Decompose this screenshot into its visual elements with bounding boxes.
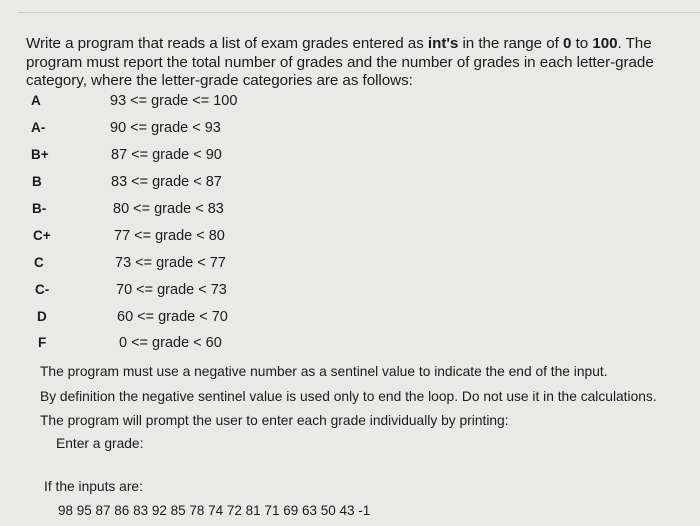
grade-row — [0, 309, 700, 329]
grade-range: 0 <= grade < 60 — [119, 335, 222, 351]
grade-row — [0, 201, 700, 221]
inputs-intro: If the inputs are: — [44, 479, 143, 494]
grade-row — [0, 93, 700, 113]
grade-letter: C — [34, 255, 44, 270]
intro-bold-zero: 0 — [563, 35, 572, 52]
definition-paragraph: By definition the negative sentinel value is used only to end the loop. Do not use it in the calculations. — [40, 389, 657, 404]
grade-row — [0, 120, 700, 140]
grade-row — [0, 228, 700, 248]
grade-range: 90 <= grade < 93 — [110, 120, 221, 136]
grade-range: 77 <= grade < 80 — [114, 228, 225, 244]
input-values: 98 95 87 86 83 92 85 78 74 72 81 71 69 63 50 43 -1 — [58, 503, 371, 518]
grade-row — [0, 255, 700, 275]
grade-letter: B- — [32, 201, 47, 216]
grade-range: 70 <= grade < 73 — [116, 282, 227, 298]
intro-bold-ints: int's — [427, 35, 459, 52]
grade-row — [0, 282, 700, 302]
grade-range: 60 <= grade < 70 — [117, 309, 228, 325]
grade-letter: A- — [31, 120, 46, 135]
grade-range: 93 <= grade <= 100 — [110, 93, 238, 109]
grade-letter: D — [37, 309, 47, 324]
intro-text-3: to — [571, 35, 593, 52]
grade-letter: C+ — [33, 228, 51, 243]
problem-statement — [26, 35, 694, 91]
grade-row — [0, 147, 700, 167]
intro-text-4: . The program must report the total number of grades and the number of grades in each letter-grade category, where the letter-grade categories are as follows: — [26, 35, 654, 90]
grade-range: 83 <= grade < 87 — [111, 174, 222, 190]
grade-letter: B+ — [31, 147, 49, 162]
grade-row — [0, 174, 700, 194]
top-divider — [18, 12, 700, 13]
prompt-intro-paragraph: The program will prompt the user to enter each grade individually by printing: — [40, 413, 509, 428]
intro-text-1: Write a program that reads a list of exam grades entered as — [26, 35, 428, 52]
prompt-example: Enter a grade: — [56, 436, 144, 451]
grade-range: 80 <= grade < 83 — [113, 201, 224, 217]
grade-range: 73 <= grade < 77 — [115, 255, 226, 271]
grade-row — [0, 335, 700, 355]
intro-text-2: in the range of — [458, 35, 563, 52]
grade-range: 87 <= grade < 90 — [111, 147, 222, 163]
grade-letter: F — [38, 335, 47, 350]
grade-letter: A — [31, 93, 41, 108]
grade-letter: B — [32, 174, 42, 189]
sentinel-paragraph: The program must use a negative number as a sentinel value to indicate the end of the input. — [40, 364, 608, 379]
grade-letter: C- — [35, 282, 50, 297]
intro-bold-hundred: 100 — [592, 35, 618, 52]
